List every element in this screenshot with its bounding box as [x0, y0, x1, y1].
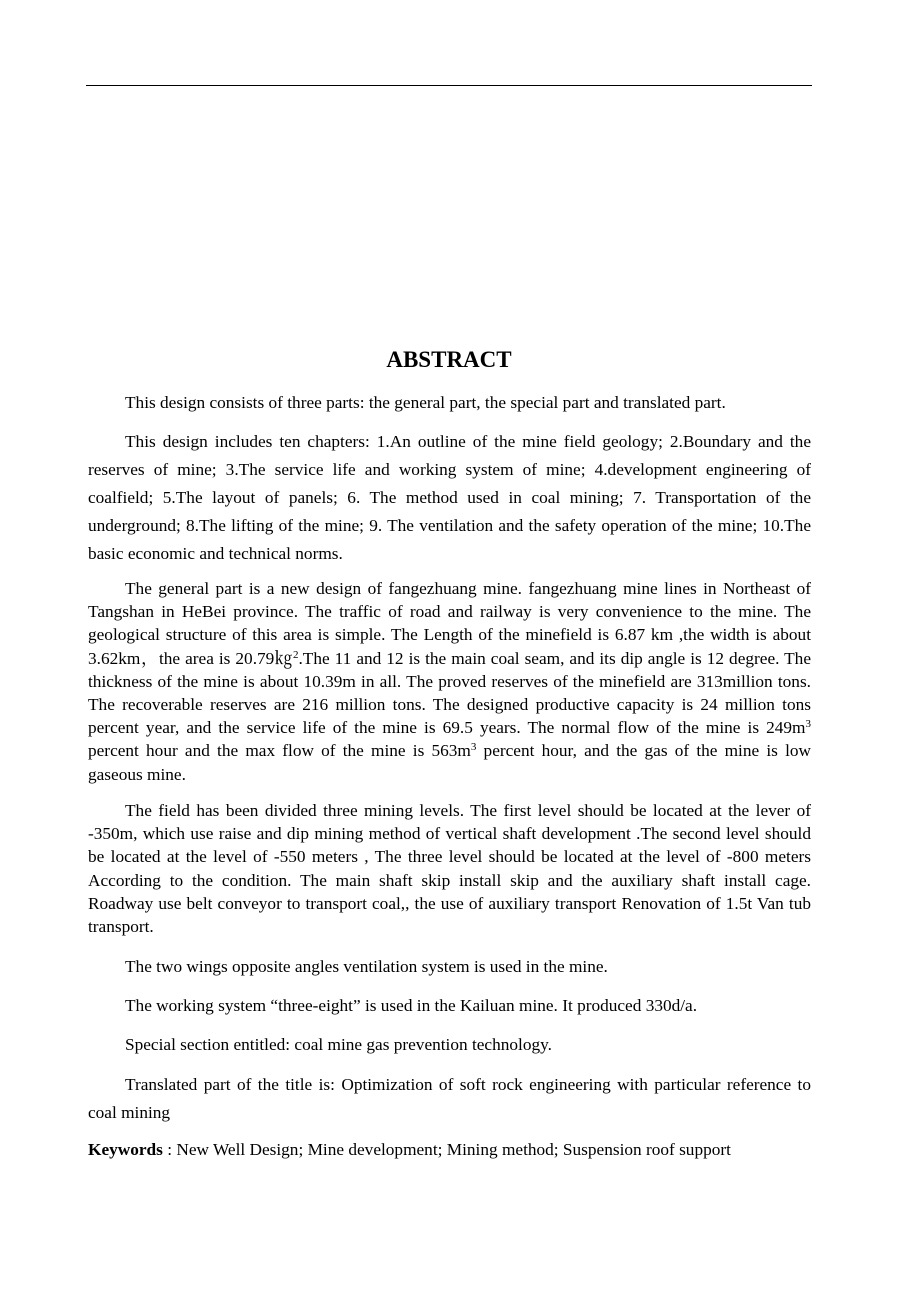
general-part-text-d: percent hour, and the gas of the mine is low gaseous mine.	[88, 741, 811, 784]
paragraph-translated-part: Translated part of the title is: Optimization of soft rock engineering with particular reference to coal mining	[88, 1075, 811, 1122]
abstract-title: ABSTRACT	[386, 347, 512, 372]
superscript-max-flow-unit: 3	[470, 741, 477, 754]
paragraph-mining-levels: The field has been divided three mining levels. The first level should be located at the lever of -350m, which use raise and dip mining method of vertical shaft development .The second level should be located at the level of -550 meters , The three level should be located at the level of -800 meters According to the condition. The main shaft skip install skip and the auxiliary shaft install cage. Roadway use belt conveyor to transport coal,, the use of auxiliary transport Renovation of 1.5t Van tub transport.	[88, 801, 811, 937]
header-rule	[86, 85, 812, 86]
keywords-label: Keywords	[88, 1140, 163, 1159]
keywords-list: : New Well Design; Mine development; Mining method; Suspension roof support	[162, 1140, 731, 1159]
superscript-area-unit: 2	[292, 648, 299, 661]
paragraph-general-part	[88, 577, 811, 786]
paragraph-parts: This design consists of three parts: the general part, the special part and translated part.	[125, 393, 726, 412]
paragraph-working-system: The working system “three-eight” is used in the Kailuan mine. It produced 330d/a.	[125, 996, 698, 1015]
general-part-text-b: .The 11 and 12 is the main coal seam, and its dip angle is 12 degree. The thickness of the mine is about 10.39m in all. The proved reserves of the minefield are 313million tons. The recoverable reserves are 216 million tons. The designed productive capacity is 24 million tons percent year, and the service life of the mine is 69.5 years. The normal flow of the mine is 249m	[88, 648, 811, 738]
general-part-text-c: percent hour and the max flow of the mine is 563m	[88, 741, 471, 761]
paragraph-ventilation: The two wings opposite angles ventilation system is used in the mine.	[125, 957, 608, 976]
paragraph-chapters: This design includes ten chapters: 1.An outline of the mine field geology; 2.Boundary and the reserves of mine; 3.The service life and working system of mine; 4.development engineering of coalfield; 5.The layout of panels; 6. The method used in coal mining; 7. Transportation of the underground; 8.The lifting of the mine; 9. The ventilation and the safety operation of the mine; 10.The basic economic and technical norms.	[88, 432, 811, 563]
general-part-text-a: The general part is a new design of fangezhuang mine. fangezhuang mine lines in Northeast of Tangshan in HeBei province. The traffic of road and railway is very convenience to the mine. The geological structure of this area is simple. The Length of the minefield is 6.87 km ,the width is about 3.62km，the area is 20.79㎏	[88, 579, 811, 668]
superscript-normal-flow-unit: 3	[805, 718, 811, 731]
keywords-line	[88, 1137, 811, 1163]
paragraph-special-section: Special section entitled: coal mine gas prevention technology.	[125, 1035, 552, 1054]
